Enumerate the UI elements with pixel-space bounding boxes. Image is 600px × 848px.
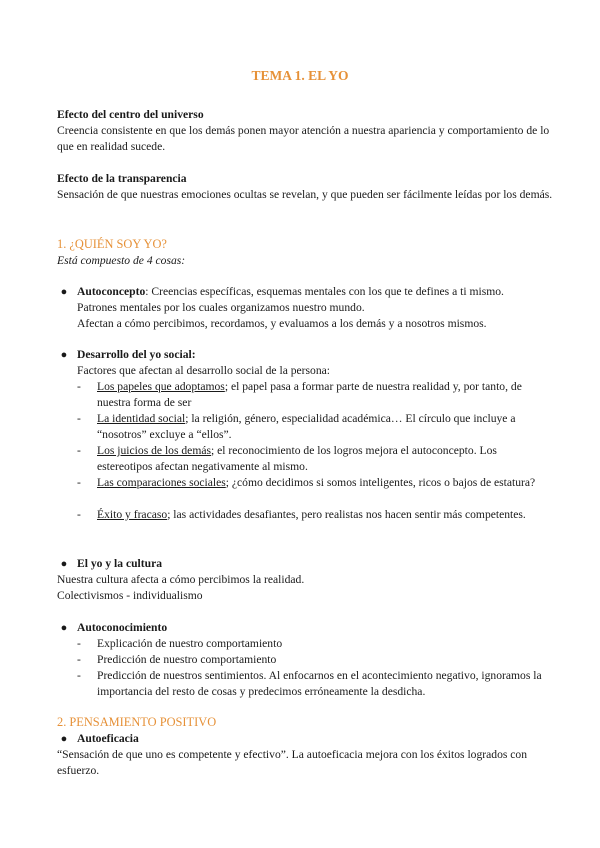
section1-heading: 1. ¿QUIÉN SOY YO? <box>57 237 167 251</box>
page-title: TEMA 1. EL YO <box>251 68 349 83</box>
desarrollo-sub-item <box>77 507 547 523</box>
bullet-icon: ● <box>60 349 68 361</box>
autoeficacia-text-block <box>57 747 557 779</box>
sub-item-text: Explicación de nuestro comportamiento <box>97 637 283 650</box>
dash-icon: - <box>77 476 81 489</box>
autoconcepto-line2: Patrones mentales por los cuales organizamos nuestro mundo. <box>77 301 365 314</box>
cultura-line1: Nuestra cultura afecta a cómo percibimos la realidad. <box>57 573 305 586</box>
dash-icon: - <box>77 412 81 425</box>
sub-item-text: ; la religión, género, especialidad académica… El círculo que incluye a “nosotros” excluye a “ellos”. <box>97 412 516 441</box>
sub-item-label: Los papeles que adoptamos <box>97 380 225 393</box>
sub-item-text: Predicción de nuestros sentimientos. Al enfocarnos en el acontecimiento negativo, ignoramos la importancia del resto de cosas y predecimos erróneamente la desdicha. <box>97 669 542 698</box>
autoconcepto-text: : Creencias específicas, esquemas mentales con los que te defines a ti mismo. <box>145 285 504 298</box>
dash-icon: - <box>77 444 81 457</box>
section1-block <box>57 236 557 269</box>
desarrollo-sub-item <box>77 443 547 475</box>
autoconocimiento-sub-item <box>77 636 547 652</box>
autoconcepto-item <box>57 284 537 300</box>
dash-icon: - <box>77 637 81 650</box>
sub-item-label: La identidad social <box>97 412 186 425</box>
autoconcepto-label: Autoconcepto <box>77 285 146 298</box>
cultura-item <box>57 556 537 572</box>
desarrollo-sub-item <box>77 475 547 491</box>
sub-item-text: ; el papel pasa a formar parte de nuestra realidad y, por tanto, de nuestra forma de ser <box>97 380 522 409</box>
centro-block <box>57 107 557 155</box>
dash-icon: - <box>77 380 81 393</box>
sub-item-label: Los juicios de los demás <box>97 444 211 457</box>
autoconcepto-line3: Afectan a cómo percibimos, recordamos, y evaluamos a los demás y a nosotros mismos. <box>77 317 487 330</box>
cultura-text-block <box>57 572 557 604</box>
cultura-label: El yo y la cultura <box>77 557 163 570</box>
centro-heading: Efecto del centro del universo <box>57 108 204 121</box>
sub-item-label: Las comparaciones sociales <box>97 476 226 489</box>
transparencia-heading: Efecto de la transparencia <box>57 172 187 185</box>
dash-icon: - <box>77 653 81 666</box>
sub-item-text: ; el reconocimiento de los logros mejora el autoconcepto. Los estereotipos afectan negativamente al mismo. <box>97 444 497 473</box>
section2-heading: 2. PENSAMIENTO POSITIVO <box>57 715 217 729</box>
autoconocimiento-sub-item <box>77 652 547 668</box>
autoeficacia-label: Autoeficacia <box>77 732 139 745</box>
cultura-line2: Colectivismos - individualismo <box>57 589 203 602</box>
desarrollo-sub-item <box>77 411 547 443</box>
sub-item-text: Predicción de nuestro comportamiento <box>97 653 277 666</box>
sub-item-text: ; las actividades desafiantes, pero realistas nos hacen sentir más competentes. <box>167 508 526 521</box>
dash-icon: - <box>77 508 81 521</box>
desarrollo-sub-item <box>77 379 547 411</box>
bullet-icon: ● <box>60 622 68 634</box>
autoeficacia-item <box>57 731 537 747</box>
sub-item-text: ; ¿cómo decidimos si somos inteligentes, ricos o bajos de estatura? <box>225 476 536 489</box>
bullet-icon: ● <box>60 733 68 745</box>
section2-block <box>57 714 557 731</box>
sub-item-label: Éxito y fracaso <box>97 508 168 521</box>
autoconocimiento-item <box>57 620 537 636</box>
centro-text: Creencia consistente en que los demás ponen mayor atención a nuestra apariencia y comportamiento de lo que en realidad sucede. <box>57 124 550 153</box>
bullet-icon: ● <box>60 286 68 298</box>
bullet-icon: ● <box>60 558 68 570</box>
desarrollo-intro: Factores que afectan al desarrollo social de la persona: <box>77 364 331 377</box>
section1-intro: Está compuesto de 4 cosas: <box>57 254 186 267</box>
transparencia-text: Sensación de que nuestras emociones ocultas se revelan, y que pueden ser fácilmente leídas por los demás. <box>57 188 553 201</box>
autoeficacia-text: “Sensación de que uno es competente y efectivo”. La autoeficacia mejora con los éxitos logrados con esfuerzo. <box>57 748 528 777</box>
autoconocimiento-sub-item <box>77 668 547 700</box>
autoconocimiento-label: Autoconocimiento <box>77 621 168 634</box>
desarrollo-item <box>57 347 537 363</box>
dash-icon: - <box>77 669 81 682</box>
desarrollo-label: Desarrollo del yo social: <box>77 348 196 361</box>
transparencia-block <box>57 171 557 203</box>
